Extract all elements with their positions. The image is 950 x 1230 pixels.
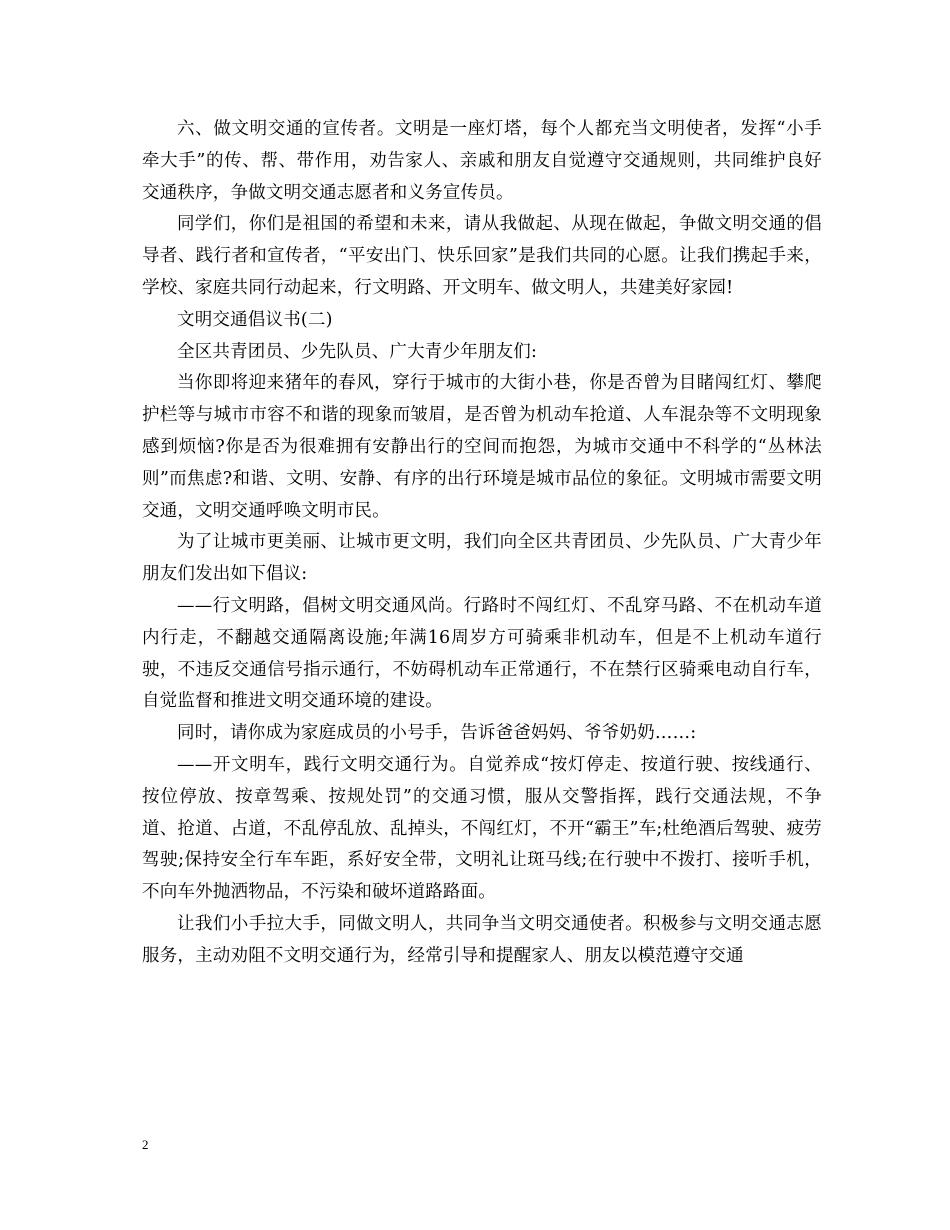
- paragraph: ——开文明车，践行文明交通行为。自觉养成“按灯停走、按道行驶、按线通行、按位停放、按章驾乘、按规处罚”的交通习惯，服从交警指挥，践行交通法规，不争道、抢道、占道，不乱停乱放、乱掉头，不闯红灯，不开“霸王”车;杜绝酒后驾驶、疲劳驾驶;保持安全行车车距，系好安全带，文明礼让斑马线;在行驶中不拨打、接听手机，不向车外抛洒物品，不污染和破坏道路路面。: [142, 754, 822, 903]
- paragraph: 让我们小手拉大手，同做文明人，共同争当文明交通使者。积极参与文明交通志愿服务，主动劝阻不文明交通行为，经常引导和提醒家人、朋友以模范遵守交通: [142, 913, 822, 966]
- paragraph: 为了让城市更美丽、让城市更文明，我们向全区共青团员、少先队员、广大青少年朋友们发出如下倡议:: [142, 532, 822, 585]
- section-heading: 文明交通倡议书(二): [177, 309, 333, 330]
- salutation: 全区共青团员、少先队员、广大青少年朋友们:: [177, 341, 538, 362]
- paragraph: 六、做文明交通的宣传者。文明是一座灯塔，每个人都充当文明使者，发挥“小手牵大手”的传、帮、带作用，劝告家人、亲戚和朋友自觉遵守交通规则，共同维护良好交通秩序，争做文明交通志愿者和义务宣传员。: [142, 119, 822, 203]
- paragraph: 同时，请你成为家庭成员的小号手，告诉爸爸妈妈、爷爷奶奶……:: [177, 723, 697, 744]
- paragraph: 当你即将迎来猪年的春风，穿行于城市的大街小巷，你是否曾为目睹闯红灯、攀爬护栏等与城市市容不和谐的现象而皱眉，是否曾为机动车抢道、人车混杂等不文明现象感到烦恼?你是否为很难拥有安静出行的空间而抱怨，为城市交通中不科学的“丛林法则”而焦虑?和谐、文明、安静、有序的出行环境是城市品位的象征。文明城市需要文明交通，文明交通呼唤文明市民。: [142, 373, 822, 521]
- paragraph: ——行文明路，倡树文明交通风尚。行路时不闯红灯、不乱穿马路、不在机动车道内行走，不翻越交通隔离设施;年满16周岁方可骑乘非机动车，但是不上机动车道行驶，不违反交通信号指示通行，不妨碍机动车正常通行，不在禁行区骑乘电动自行车，自觉监督和推进文明交通环境的建设。: [142, 595, 822, 712]
- page-number: 2: [142, 1137, 149, 1152]
- paragraph: 同学们，你们是祖国的希望和未来，请从我做起、从现在做起，争做文明交通的倡导者、践行者和宣传者，“平安出门、快乐回家”是我们共同的心愿。让我们携起手来，学校、家庭共同行动起来，行文明路、开文明车、做文明人，共建美好家园!: [142, 214, 822, 298]
- document-body: [142, 114, 822, 973]
